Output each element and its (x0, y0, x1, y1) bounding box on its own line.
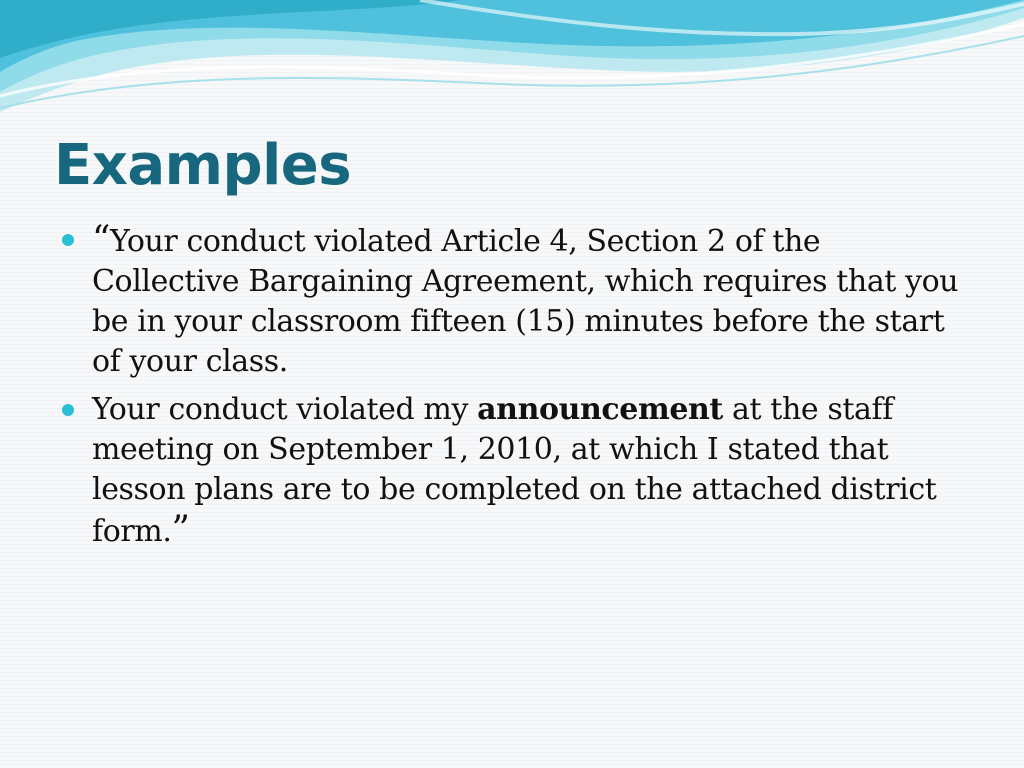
open-quote: “ (92, 219, 111, 260)
bullet-body-end: at the staff meeting on September 1, 2010, at which I stated that lesson plans are to be completed on the attached district form. (92, 392, 937, 549)
bullet-item (62, 390, 962, 552)
bullet-dot-icon (62, 404, 74, 416)
bullet-dot-icon (62, 234, 74, 246)
bullet-list (62, 220, 962, 560)
close-quote: ” (171, 509, 190, 550)
emphasis-word: announcement (477, 392, 723, 427)
bullet-body: Your conduct violated Article 4, Section 2 of the Collective Bargaining Agreement, which requires that you be in your classroom fifteen (15) minutes before the start of your class. (92, 224, 959, 379)
bullet-body-start: Your conduct violated my (92, 392, 478, 427)
bullet-item (62, 220, 962, 382)
slide-title: Examples (54, 133, 352, 198)
bullet-text (92, 220, 962, 382)
wave-decoration (0, 0, 1024, 130)
bullet-text (92, 390, 962, 552)
